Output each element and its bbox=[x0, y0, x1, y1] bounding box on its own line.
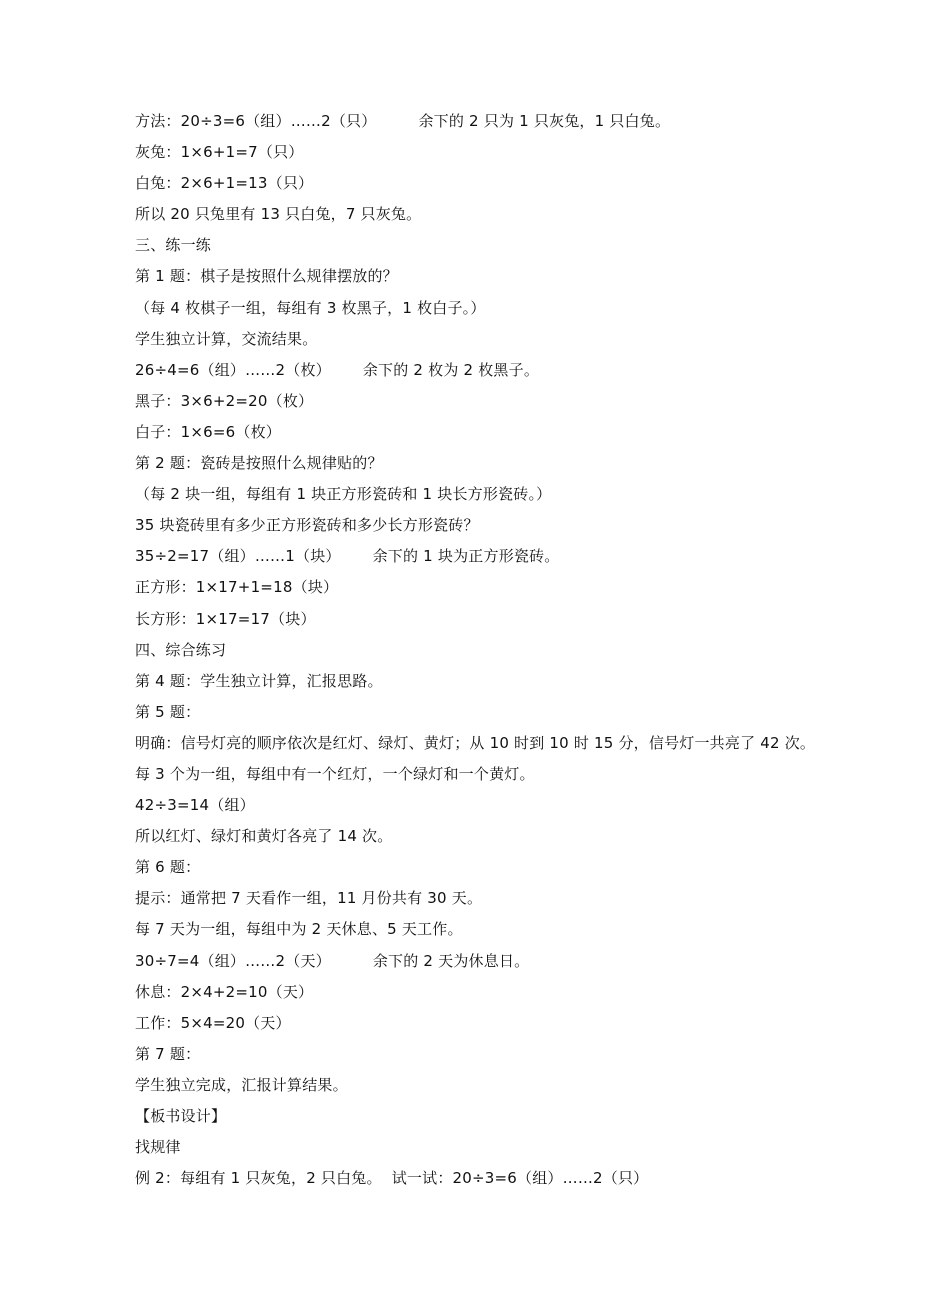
text-segment: 找规律 bbox=[135, 1138, 181, 1157]
text-segment: 【板书设计】 bbox=[135, 1107, 227, 1125]
text-line bbox=[135, 883, 925, 914]
text-line bbox=[135, 199, 925, 230]
text-line bbox=[135, 1039, 925, 1070]
text-segment: 余下的 2 只为 1 只灰兔，1 只白兔。 bbox=[418, 112, 671, 130]
text-segment: 白兔：2×6+1=13（只） bbox=[135, 174, 314, 193]
text-segment: 长方形：1×17=17（块） bbox=[135, 609, 316, 628]
text-segment: 黑子：3×6+2=20（枚） bbox=[135, 391, 314, 410]
text-line bbox=[135, 977, 925, 1008]
text-segment: （每 4 枚棋子一组，每组有 3 枚黑子，1 枚白子。） bbox=[135, 298, 486, 317]
text-line bbox=[135, 1008, 925, 1039]
text-line bbox=[135, 1070, 925, 1101]
text-line bbox=[135, 510, 925, 541]
text-segment: 工作：5×4=20（天） bbox=[135, 1013, 291, 1032]
text-segment: 明确：信号灯亮的顺序依次是红灯、绿灯、黄灯；从 10 时到 10 时 15 分，信号灯一共亮了 42 次。 bbox=[135, 733, 816, 752]
text-segment: 第 1 题：棋子是按照什么规律摆放的？ bbox=[135, 267, 398, 286]
text-segment: 第 6 题： bbox=[135, 858, 201, 877]
text-segment: 余下的 2 天为休息日。 bbox=[372, 951, 530, 970]
text-segment: 休息：2×4+2=10（天） bbox=[135, 982, 314, 1001]
text-line bbox=[135, 324, 925, 355]
text-line bbox=[135, 946, 925, 977]
text-segment: 第 2 题：瓷砖是按照什么规律贴的？ bbox=[135, 454, 383, 473]
text-segment: 42÷3=14（组） bbox=[135, 796, 255, 815]
text-line bbox=[135, 106, 925, 137]
text-segment: 三、练一练 bbox=[135, 236, 212, 255]
text-segment: 每 7 天为一组，每组中为 2 天休息、5 天工作。 bbox=[135, 920, 463, 939]
text-segment: 试一试：20÷3=6（组）……2（只） bbox=[391, 1169, 649, 1188]
text-segment: 提示：通常把 7 天看作一组，11 月份共有 30 天。 bbox=[135, 889, 483, 908]
text-line bbox=[135, 1163, 925, 1194]
text-segment: 第 4 题：学生独立计算，汇报思路。 bbox=[135, 671, 383, 690]
text-segment: 30÷7=4（组）……2（天） bbox=[135, 951, 331, 970]
text-line bbox=[135, 448, 925, 479]
document-body bbox=[135, 106, 925, 1194]
text-segment: 第 7 题： bbox=[135, 1044, 201, 1063]
text-line bbox=[135, 261, 925, 292]
text-line bbox=[135, 1132, 925, 1163]
text-segment: 白子：1×6=6（枚） bbox=[135, 422, 281, 441]
text-segment: 四、综合练习 bbox=[135, 640, 227, 659]
section-heading bbox=[135, 230, 925, 261]
text-line bbox=[135, 666, 925, 697]
text-line bbox=[135, 137, 925, 168]
text-segment: 26÷4=6（组）……2（枚） bbox=[135, 360, 331, 379]
text-line bbox=[135, 386, 925, 417]
text-segment: 正方形：1×17+1=18（块） bbox=[135, 578, 339, 597]
text-line bbox=[135, 572, 925, 603]
text-segment: 学生独立完成，汇报计算结果。 bbox=[135, 1075, 348, 1094]
text-line bbox=[135, 604, 925, 635]
text-line bbox=[135, 293, 925, 324]
text-line bbox=[135, 541, 925, 572]
text-line bbox=[135, 821, 925, 852]
text-segment: 方法：20÷3=6（组）……2（只） bbox=[135, 112, 377, 130]
text-segment: 35 块瓷砖里有多少正方形瓷砖和多少长方形瓷砖？ bbox=[135, 516, 479, 535]
text-line bbox=[135, 914, 925, 945]
section-heading bbox=[135, 1101, 925, 1132]
text-line bbox=[135, 728, 925, 759]
section-heading bbox=[135, 635, 925, 666]
text-segment: 余下的 1 块为正方形瓷砖。 bbox=[372, 547, 560, 566]
text-segment: 所以红灯、绿灯和黄灯各亮了 14 次。 bbox=[135, 827, 393, 846]
text-line bbox=[135, 168, 925, 199]
text-line bbox=[135, 355, 925, 386]
text-segment: （每 2 块一组，每组有 1 块正方形瓷砖和 1 块长方形瓷砖。） bbox=[135, 485, 552, 504]
text-segment: 所以 20 只兔里有 13 只白兔，7 只灰兔。 bbox=[135, 205, 422, 224]
text-line bbox=[135, 852, 925, 883]
text-segment: 学生独立计算，交流结果。 bbox=[135, 329, 318, 348]
text-line bbox=[135, 479, 925, 510]
text-segment: 灰兔：1×6+1=7（只） bbox=[135, 143, 304, 162]
text-segment: 例 2：每组有 1 只灰兔，2 只白兔。 bbox=[135, 1169, 382, 1188]
text-line bbox=[135, 759, 925, 790]
text-segment: 每 3 个为一组，每组中有一个红灯，一个绿灯和一个黄灯。 bbox=[135, 764, 535, 783]
text-segment: 第 5 题： bbox=[135, 702, 201, 721]
text-line bbox=[135, 417, 925, 448]
text-line bbox=[135, 790, 925, 821]
text-segment: 35÷2=17（组）……1（块） bbox=[135, 547, 341, 566]
text-line bbox=[135, 697, 925, 728]
text-segment: 余下的 2 枚为 2 枚黑子。 bbox=[362, 360, 540, 379]
